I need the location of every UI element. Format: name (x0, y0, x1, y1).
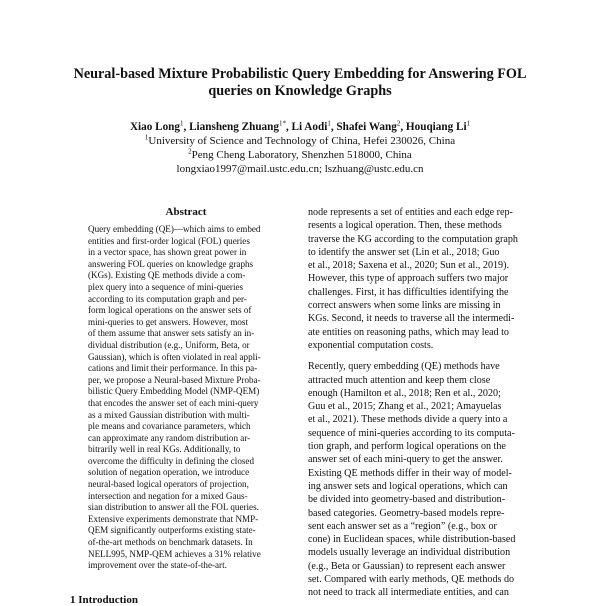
body-line: not need to track all intermediate entities, and can (308, 587, 509, 599)
abstract-line: plex query into a sequence of mini-queries (88, 281, 244, 292)
body-line: challenges. First, it has difficulties identifying the (308, 286, 509, 298)
abstract-line: can approximate any random distribution ar- (88, 432, 251, 443)
abstract-line: dividual distribution (e.g., Uniform, Beta, or (88, 339, 250, 350)
abstract-line: mini-queries to get answers. However, most (88, 316, 249, 327)
body-line: based categories. Geometry-based models repre- (308, 507, 505, 519)
abstract-line: solution of negation operation, we introduce (88, 467, 250, 478)
title-line-1: Neural-based Mixture Probabilistic Query Embedding for Answering FOL (73, 66, 527, 82)
abstract-line: (KGs). Existing QE methods divide a com- (88, 270, 246, 281)
author-name: Li Aodi (291, 121, 328, 133)
body-line: sent each answer set as a “region” (e.g., box or (308, 520, 497, 532)
author-sup: 2 (396, 119, 401, 128)
body-line: enough (Hamilton et al., 2018; Ren et al., 2020; (308, 387, 501, 399)
author-sup: 1* (278, 119, 286, 128)
affiliation-2 (40, 148, 560, 162)
body-line: Recently, query embedding (QE) methods have (308, 361, 500, 373)
abstract-body (88, 224, 284, 572)
title-line-2: queries on Knowledge Graphs (208, 83, 392, 99)
body-line: models usually leverage an individual distribution (308, 547, 511, 559)
author-name: Houqiang Li (405, 121, 467, 133)
body-line: Existing QE methods differ in their way of model- (308, 467, 512, 479)
body-paragraph-1 (308, 206, 530, 352)
body-line: sequence of mini-queries according to its computa- (308, 427, 515, 439)
body-line: cone) in Euclidean spaces, while distribution-based (308, 534, 516, 546)
body-line: exponential computation costs. (308, 339, 434, 351)
body-line: (e.g., Beta or Gaussian) to represent each answer (308, 560, 506, 572)
abstract-line: of them assume that answer sets satisfy an in- (88, 328, 255, 339)
abstract-line: overcome the difficulty in defining the closed (88, 455, 254, 466)
author-name: Liansheng Zhuang (189, 121, 279, 133)
abstract-line: Gaussian), which is often violated in real appli- (88, 351, 261, 362)
affiliation-text: Peng Cheng Laboratory, Shenzhen 518000, China (191, 149, 412, 161)
abstract-line: sian distribution to answer all the FOL queries. (88, 502, 259, 513)
body-line: attracted much attention and keep them close (308, 374, 491, 386)
body-line: set. Compared with early methods, QE methods do (308, 574, 515, 586)
affiliation-sup: 2 (188, 147, 192, 156)
abstract-line: entities and first-order logical (FOL) queries (88, 235, 250, 246)
abstract-line: that encodes the answer set of each mini-query (88, 397, 259, 408)
body-paragraph-2 (308, 360, 530, 599)
abstract-line: answering FOL queries on knowledge graphs (88, 258, 254, 269)
abstract-line: in a vector space, has shown great power in (88, 247, 247, 258)
abstract-line: Extensive experiments demonstrate that NMP- (88, 513, 259, 524)
body-line: et al., 2018; Saxena et al., 2020; Sun et al., 2019). (308, 260, 509, 272)
author-sup: 1 (327, 119, 331, 128)
section-heading-introduction: 1 Introduction (70, 594, 138, 606)
abstract-line: according to its computation graph and per- (88, 293, 247, 304)
abstract-line: neural-based logical operators of projection, (88, 479, 249, 490)
body-line: ing answer sets and logical operations, which can (308, 480, 508, 492)
abstract-line: cations and limit their performance. In this pa- (88, 363, 258, 374)
author-name: Xiao Long (129, 121, 180, 133)
body-line: ate entities on reasoning paths, which may lead to (308, 326, 509, 338)
body-line: Guu et al., 2015; Zhang et al., 2021; Amayuelas (308, 401, 502, 413)
affiliation-text: University of Science and Technology of China, Hefei 230026, China (148, 135, 456, 147)
author-sup: 1 (466, 119, 471, 128)
body-line: answer set of each mini-query to get the answer. (308, 454, 503, 466)
body-line: be divided into geometry-based and distribution- (308, 494, 506, 506)
abstract-line: per, we propose a Neural-based Mixture Proba- (88, 374, 261, 385)
body-line: correct answers when some links are missing in (308, 300, 501, 312)
abstract-heading: Abstract (165, 206, 207, 218)
affiliation-sup: 1 (144, 133, 149, 142)
body-line: resents a logical operation. Then, these methods (308, 220, 502, 232)
body-line: traverse the KG according to the computation graph (308, 233, 518, 245)
abstract-line: ple means and covariance parameters, which (88, 421, 251, 432)
affiliation-1 (40, 134, 560, 148)
paper-title (40, 66, 560, 100)
author-name: Shafei Wang (336, 121, 397, 133)
body-line: KGs. Second, it needs to traverse all the intermedi- (308, 313, 515, 325)
author-emails: longxiao1997@mail.ustc.edu.cn; lszhuang@ustc.edu.cn (176, 163, 424, 175)
body-line: to identify the answer set (Lin et al., 2018; Guo (308, 246, 500, 258)
abstract-line: bilistic Query Embedding Model (NMP-QEM) (88, 386, 260, 397)
body-line: et al., 2021). These methods divide a query into a (308, 414, 508, 426)
abstract-line: NELL995, NMP-QEM achieves a 31% relative (88, 548, 261, 559)
abstract-line: improvement over the state-of-the-art. (88, 560, 227, 571)
right-column (308, 206, 530, 600)
abstract-line: intersection and negation for a mixed Gaus- (88, 490, 248, 501)
author-sup: 1 (180, 119, 184, 128)
body-line: tion graph, and perform logical operations on the (308, 441, 506, 453)
abstract-line: QEM significantly outperforms existing state- (88, 525, 256, 536)
body-line: However, this type of approach suffers two major (308, 273, 509, 285)
abstract-line: Query embedding (QE)—which aims to embed (88, 224, 261, 234)
abstract-line: of-the-art methods on benchmark datasets. In (88, 537, 253, 548)
abstract-line: form logical operations on the answer sets of (88, 305, 252, 316)
abstract-line: bitrarily well in real KGs. Additionally, to (88, 444, 241, 455)
abstract-line: as a mixed Gaussian distribution with multi- (88, 409, 250, 420)
author-list: Xiao Long$^1$, Liansheng Zhuang$^{1*}$, Li Aodi$^1$, Shafei Wang$^2$, Houqiang Li$^1$ (129, 119, 471, 133)
body-line: node represents a set of entities and each edge rep- (308, 207, 513, 218)
